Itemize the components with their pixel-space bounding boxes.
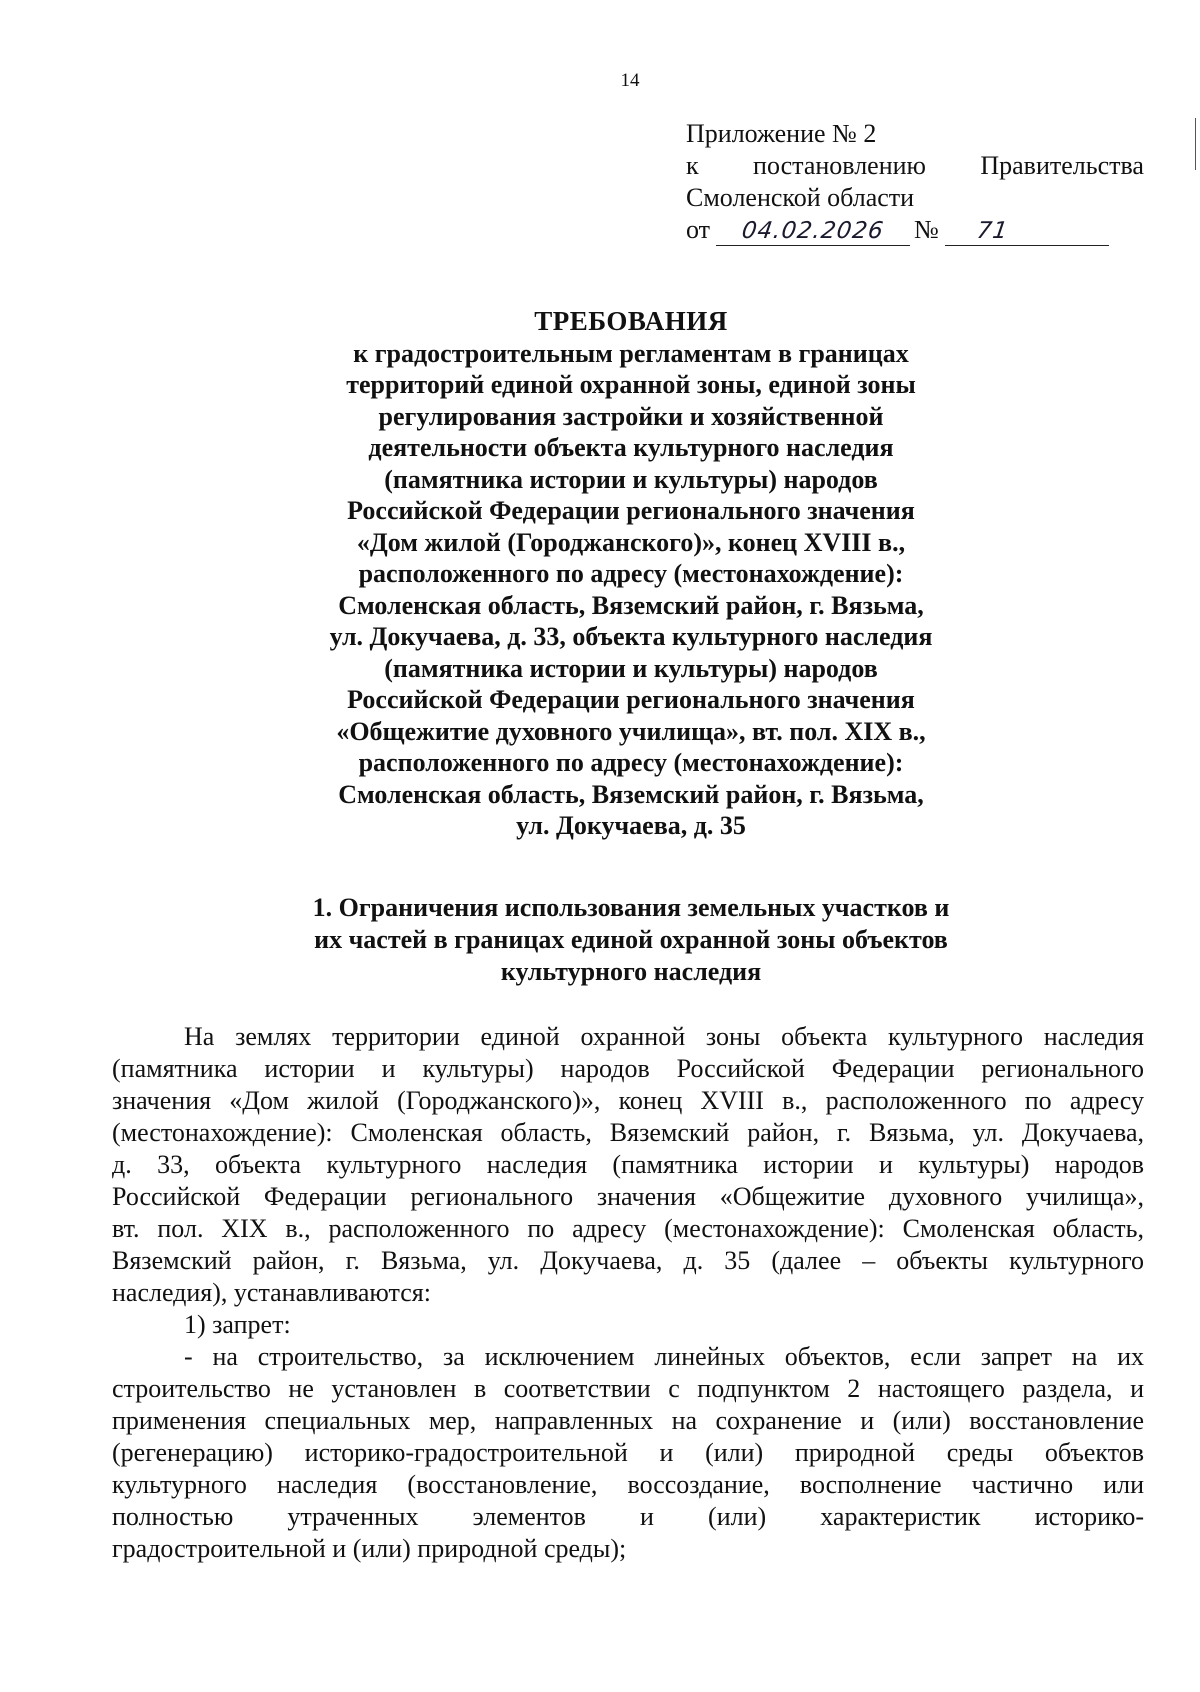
appendix-date-line [686, 214, 1144, 246]
heading-line: (памятника истории и культуры) народов [384, 464, 878, 494]
body-line: значения «Дом жилой (Городжанского)», конец XVIII в., расположенного по адресу [112, 1086, 1144, 1115]
number-sign: № [914, 215, 939, 244]
body-line: полностью утраченных элементов и (или) характеристик историко- [112, 1502, 1144, 1531]
section-heading-line: их частей в границах единой охранной зоны объектов [314, 925, 948, 954]
body-line: наследия), устанавливаются: [112, 1278, 431, 1307]
body-line: - на строительство, за исключением линейных объектов, если запрет на их [184, 1342, 1144, 1371]
scan-edge-mark [1195, 118, 1196, 170]
body-line: градостроительной и (или) природной среды); [112, 1534, 627, 1563]
heading-line: территорий единой охранной зоны, единой зоны [346, 370, 916, 399]
document-title: ТРЕБОВАНИЯ [534, 306, 728, 336]
heading-line: Смоленская область, Вяземский район, г. Вязьма, [338, 590, 924, 620]
appendix-title: Приложение № 2 [686, 119, 877, 148]
heading-line: Российской Федерации регионального значения [347, 496, 915, 525]
body-line: применения специальных мер, направленных на сохранение и (или) восстановление [112, 1406, 1144, 1435]
number-field [945, 217, 1109, 246]
heading-line: «Дом жилой (Городжанского)», конец XVIII в., [356, 527, 906, 557]
heading-line: «Общежитие духовного училища», вт. пол. XIX в., [336, 716, 926, 746]
heading-line: расположенного по адресу (местонахождение): [358, 559, 904, 588]
body-line: д. 33, объекта культурного наследия (памятника истории и культуры) народов [112, 1150, 1144, 1179]
appendix-resolution: постановлению [753, 151, 926, 180]
body-line: (памятника истории и культуры) народов Российской Федерации регионального [112, 1054, 1144, 1083]
date-prefix: от [686, 215, 711, 244]
appendix-k: к [686, 151, 699, 180]
body-line: (регенерацию) историко-градостроительной и (или) природной среды объектов [112, 1438, 1144, 1467]
heading-line: Российской Федерации регионального значения [347, 685, 915, 714]
appendix-block [686, 118, 1144, 246]
heading-line: Смоленская область, Вяземский район, г. Вязьма, [338, 779, 924, 809]
body-line: Российской Федерации регионального значения «Общежитие духовного училища», [112, 1182, 1144, 1211]
appendix-resolution-line [686, 150, 1144, 182]
section-heading [200, 892, 1062, 988]
body-line: строительство не установлен в соответствии с подпунктом 2 настоящего раздела, и [112, 1374, 1144, 1403]
body-paragraphs [112, 1021, 1144, 1565]
appendix-government: Правительства [980, 151, 1144, 180]
body-line: культурного наследия (восстановление, воссоздание, восполнение частично или [112, 1470, 1144, 1499]
heading-line: расположенного по адресу (местонахождение): [358, 748, 904, 777]
heading-line: к градостроительным регламентам в границах [353, 338, 909, 368]
body-line: вт. пол. XIX в., расположенного по адресу (местонахождение): Смоленская область, [112, 1214, 1144, 1243]
appendix-region: Смоленской области [686, 183, 915, 212]
heading-line: ул. Докучаева, д. 33, объекта культурного наследия [329, 622, 933, 651]
list-item-label: 1) запрет: [184, 1310, 291, 1339]
body-line: Вяземский район, г. Вязьма, ул. Докучаева, д. 35 (далее – объекты культурного [112, 1246, 1144, 1275]
document-heading [200, 306, 1062, 842]
date-field [716, 217, 910, 246]
section-heading-line: культурного наследия [500, 957, 762, 986]
heading-line: ул. Докучаева, д. 35 [516, 811, 746, 840]
handwritten-date: 04.02.2026 [740, 218, 886, 244]
section-heading-line: 1. Ограничения использования земельных участков и [312, 893, 950, 922]
heading-line: регулирования застройки и хозяйственной [378, 401, 884, 431]
heading-line: (памятника истории и культуры) народов [384, 653, 878, 683]
handwritten-number: 71 [975, 218, 1010, 244]
heading-line: деятельности объекта культурного наследия [368, 433, 894, 462]
page-number: 14 [620, 70, 640, 91]
body-line: (местонахождение): Смоленская область, Вяземский район, г. Вязьма, ул. Докучаева, [112, 1118, 1144, 1147]
body-line: На землях территории единой охранной зоны объекта культурного наследия [184, 1022, 1144, 1051]
